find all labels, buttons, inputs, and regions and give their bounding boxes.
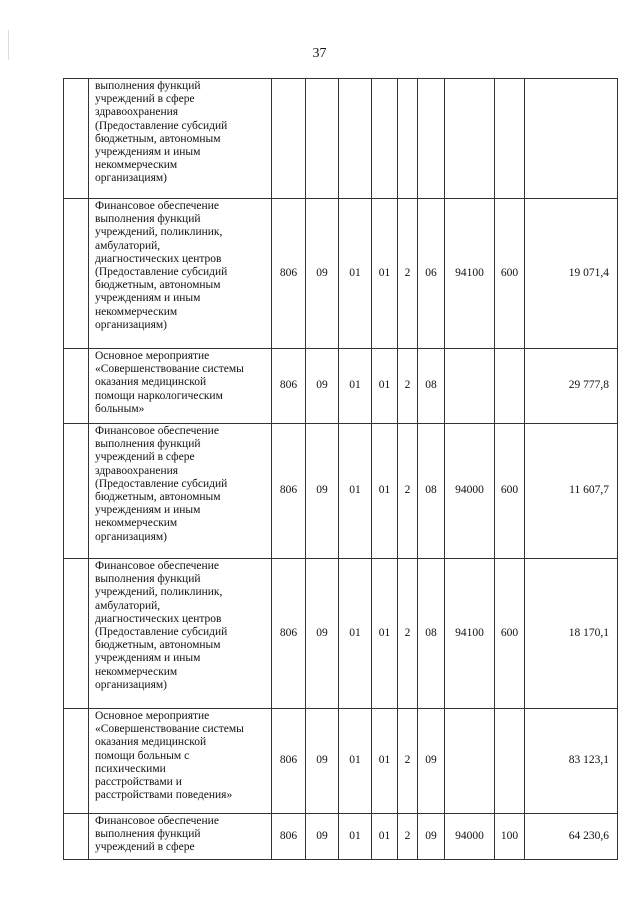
table-row: [64, 349, 618, 424]
row-number-cell: [64, 349, 89, 424]
subprogram-code-cell: 2: [398, 814, 418, 860]
name-cell: Основное мероприятие «Совершенствование системы оказания медицинской помощи наркологическим больным»: [89, 349, 272, 424]
direction-code-cell: [445, 349, 495, 424]
name-cell: Финансовое обеспечение выполнения функций учреждений, поликлиник, амбулаторий, диагностических центров (Предоставление субсидий бюджетным, автономным учреждениям и иным некоммерческим организациям): [89, 199, 272, 349]
table-row: [64, 79, 618, 199]
main-activity-code-cell: 06: [418, 199, 445, 349]
direction-code-cell: 94100: [445, 559, 495, 709]
expense-type-cell: [495, 349, 525, 424]
table-row: [64, 709, 618, 814]
section-code-cell: 09: [306, 814, 339, 860]
direction-code-cell: 94100: [445, 199, 495, 349]
program-code-cell: 01: [372, 814, 398, 860]
name-cell: Финансовое обеспечение выполнения функций учреждений в сфере: [89, 814, 272, 860]
name-cell: Финансовое обеспечение выполнения функций учреждений в сфере здравоохранения (Предоставление субсидий бюджетным, автономным учреждениям и иным некоммерческим организациям): [89, 424, 272, 559]
subprogram-code-cell: 2: [398, 199, 418, 349]
direction-code-cell: 94000: [445, 814, 495, 860]
row-number-cell: [64, 424, 89, 559]
row-number-cell: [64, 79, 89, 199]
program-code-cell: 01: [372, 199, 398, 349]
program-code-cell: 01: [372, 709, 398, 814]
subsection-code-cell: 01: [339, 199, 372, 349]
subsection-code-cell: 01: [339, 814, 372, 860]
section-code-cell: [306, 79, 339, 199]
subsection-code-cell: 01: [339, 709, 372, 814]
ministry-code-cell: 806: [272, 349, 306, 424]
amount-cell: 64 230,6: [525, 814, 618, 860]
subprogram-code-cell: 2: [398, 709, 418, 814]
expense-type-cell: 600: [495, 559, 525, 709]
main-activity-code-cell: 08: [418, 349, 445, 424]
program-code-cell: 01: [372, 424, 398, 559]
row-number-cell: [64, 814, 89, 860]
section-code-cell: 09: [306, 559, 339, 709]
ministry-code-cell: 806: [272, 709, 306, 814]
expense-type-cell: [495, 709, 525, 814]
main-activity-code-cell: 08: [418, 424, 445, 559]
amount-cell: 18 170,1: [525, 559, 618, 709]
subprogram-code-cell: [398, 79, 418, 199]
direction-code-cell: [445, 79, 495, 199]
expense-type-cell: 600: [495, 199, 525, 349]
row-number-cell: [64, 559, 89, 709]
section-code-cell: 09: [306, 709, 339, 814]
ministry-code-cell: [272, 79, 306, 199]
subsection-code-cell: 01: [339, 349, 372, 424]
name-cell: Финансовое обеспечение выполнения функций учреждений, поликлиник, амбулаторий, диагностических центров (Предоставление субсидий бюджетным, автономным учреждениям и иным некоммерческим организациям): [89, 559, 272, 709]
page-number: 37: [312, 46, 327, 61]
program-code-cell: 01: [372, 349, 398, 424]
expense-type-cell: 600: [495, 424, 525, 559]
table-row: [64, 559, 618, 709]
table-row: [64, 199, 618, 349]
subprogram-code-cell: 2: [398, 424, 418, 559]
amount-cell: [525, 79, 618, 199]
subsection-code-cell: [339, 79, 372, 199]
program-code-cell: [372, 79, 398, 199]
expense-type-cell: [495, 79, 525, 199]
row-number-cell: [64, 709, 89, 814]
main-activity-code-cell: 09: [418, 814, 445, 860]
row-number-cell: [64, 199, 89, 349]
budget-table: [63, 78, 618, 860]
table-row: [64, 814, 618, 860]
direction-code-cell: [445, 709, 495, 814]
section-code-cell: 09: [306, 349, 339, 424]
direction-code-cell: 94000: [445, 424, 495, 559]
table-row: [64, 424, 618, 559]
subprogram-code-cell: 2: [398, 349, 418, 424]
main-activity-code-cell: 08: [418, 559, 445, 709]
subsection-code-cell: 01: [339, 424, 372, 559]
section-code-cell: 09: [306, 424, 339, 559]
ministry-code-cell: 806: [272, 199, 306, 349]
subsection-code-cell: 01: [339, 559, 372, 709]
program-code-cell: 01: [372, 559, 398, 709]
amount-cell: 19 071,4: [525, 199, 618, 349]
expense-type-cell: 100: [495, 814, 525, 860]
ministry-code-cell: 806: [272, 814, 306, 860]
name-cell: выполнения функций учреждений в сфере здравоохранения (Предоставление субсидий бюджетным, автономным учреждениям и иным некоммерческим организациям): [89, 79, 272, 199]
section-code-cell: 09: [306, 199, 339, 349]
name-cell: Основное мероприятие «Совершенствование системы оказания медицинской помощи больным с психическими расстройствами и расстройствами поведения»: [89, 709, 272, 814]
amount-cell: 29 777,8: [525, 349, 618, 424]
main-activity-code-cell: 09: [418, 709, 445, 814]
ministry-code-cell: 806: [272, 559, 306, 709]
amount-cell: 11 607,7: [525, 424, 618, 559]
main-activity-code-cell: [418, 79, 445, 199]
subprogram-code-cell: 2: [398, 559, 418, 709]
amount-cell: 83 123,1: [525, 709, 618, 814]
ministry-code-cell: 806: [272, 424, 306, 559]
